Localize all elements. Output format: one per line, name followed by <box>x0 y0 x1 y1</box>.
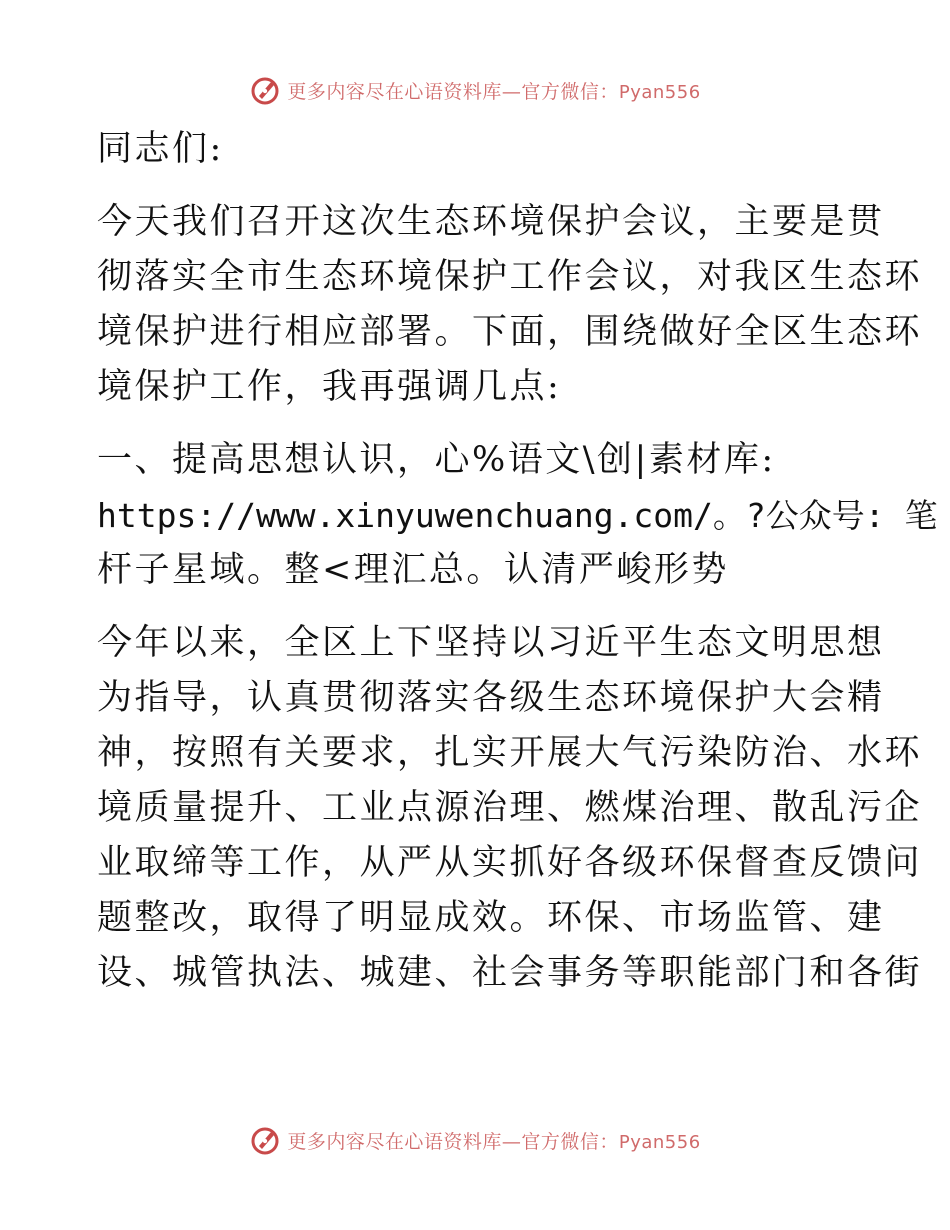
text-line: 设、城管执法、城建、社会事务等职能部门和各街 <box>97 953 923 993</box>
text-line: 境质量提升、工业点源治理、燃煤治理、散乱污企 <box>97 788 923 828</box>
text-line: 业取缔等工作，从严从实抓好各级环保督查反馈问 <box>97 843 923 883</box>
text-line: 题整改，取得了明显成效。环保、市场监管、建 <box>97 898 885 938</box>
text-line: 今年以来，全区上下坚持以习近平生态文明思想 <box>97 623 885 663</box>
text-line: 为指导，认真贯彻落实各级生态环境保护大会精 <box>97 678 885 718</box>
text-line: 境保护进行相应部署。下面，围绕做好全区生态环 <box>97 312 923 352</box>
banner-wechat-id: Pyan556 <box>618 81 701 103</box>
greeting-line: 同志们: <box>97 129 224 169</box>
text-line: 彻落实全市生态环境保护工作会议，对我区生态环 <box>97 257 923 297</box>
paragraph-2 <box>97 616 923 1001</box>
banner-text: 更多内容尽在心语资料库—官方微信： <box>287 80 619 103</box>
text-line: 杆子星域。整<理汇总。认清严峻形势 <box>97 550 729 590</box>
footer-watermark-banner <box>0 1120 950 1160</box>
banner-wechat-id: Pyan556 <box>618 1131 701 1153</box>
paragraph-1 <box>97 195 923 415</box>
pen-nib-circle-logo-icon <box>249 74 281 106</box>
url-line: https://www.xinyuwenchuang.com/。?公众号: 笔 <box>97 496 938 535</box>
text-line: 神，按照有关要求，扎实开展大气污染防治、水环 <box>97 733 923 773</box>
text-line: 今天我们召开这次生态环境保护会议，主要是贯 <box>97 202 885 242</box>
text-line: 一、提高思想认识，心%语文\创|素材库: <box>97 440 776 480</box>
text-line: 境保护工作，我再强调几点: <box>97 367 562 407</box>
document-body <box>97 122 938 1001</box>
pen-nib-circle-logo-icon <box>249 1124 281 1156</box>
banner-text: 更多内容尽在心语资料库—官方微信： <box>287 1130 619 1153</box>
heading-1 <box>97 433 938 598</box>
header-watermark-banner <box>0 70 950 110</box>
